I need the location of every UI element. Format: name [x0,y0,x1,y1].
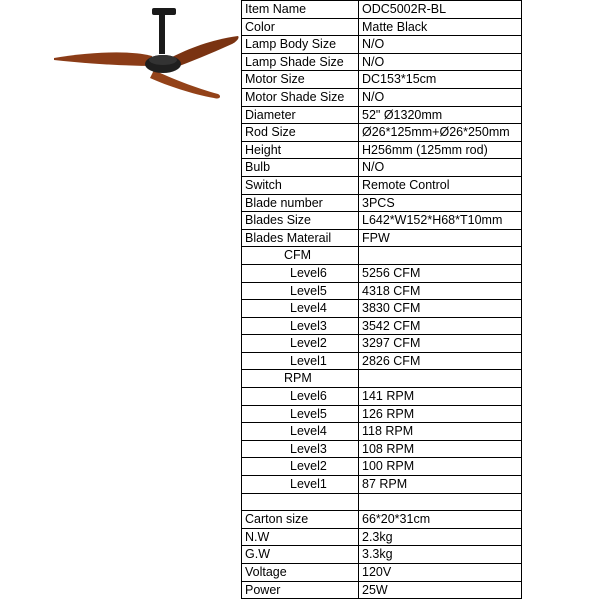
spec-key: Bulb [242,159,359,177]
spec-row [242,71,522,89]
spec-value: 87 RPM [359,476,522,494]
spec-key: Power [242,581,359,599]
spec-row [242,36,522,54]
downrod [159,14,165,54]
spec-value: 4318 CFM [359,282,522,300]
spec-key: Level1 [242,352,359,370]
spec-row [242,581,522,599]
spec-row [242,282,522,300]
spec-value: 3297 CFM [359,335,522,353]
spec-row [242,405,522,423]
spec-row [242,264,522,282]
spec-key: Level1 [242,476,359,494]
spec-value: 5256 CFM [359,264,522,282]
spec-row [242,229,522,247]
spec-key: Level2 [242,458,359,476]
spec-value: 66*20*31cm [359,511,522,529]
ceiling-fan-image [50,0,242,120]
spec-row [242,440,522,458]
spec-key: Level4 [242,423,359,441]
spec-row [242,317,522,335]
spec-value: 100 RPM [359,458,522,476]
spec-key: Lamp Body Size [242,36,359,54]
spec-row [242,18,522,36]
spec-row [242,352,522,370]
spec-key: Voltage [242,564,359,582]
spec-key: Level6 [242,388,359,406]
spec-key: Level3 [242,317,359,335]
motor-top [149,55,177,65]
spec-row [242,124,522,142]
spec-key: N.W [242,528,359,546]
spec-key: Level5 [242,282,359,300]
spec-key: Blades Size [242,212,359,230]
spec-key: Level6 [242,264,359,282]
spec-key: Level2 [242,335,359,353]
spec-row [242,528,522,546]
spec-value: Remote Control [359,176,522,194]
canopy [152,8,176,15]
spec-value: 2.3kg [359,528,522,546]
spec-row [242,423,522,441]
spec-key: Rod Size [242,124,359,142]
spec-value: 118 RPM [359,423,522,441]
spec-row [242,546,522,564]
spec-key: G.W [242,546,359,564]
spec-key: Blade number [242,194,359,212]
spec-value: 3.3kg [359,546,522,564]
spec-key: Level5 [242,405,359,423]
spec-row [242,300,522,318]
spec-key: Motor Size [242,71,359,89]
spec-key: Height [242,141,359,159]
spec-key: Color [242,18,359,36]
spec-row [242,370,522,388]
spec-value: 3PCS [359,194,522,212]
spec-value: 120V [359,564,522,582]
spec-value: FPW [359,229,522,247]
spec-row [242,194,522,212]
blade-front [150,70,220,99]
spec-key: Item Name [242,1,359,19]
spec-row [242,564,522,582]
spec-row [242,212,522,230]
spec-value [359,370,522,388]
spec-row [242,388,522,406]
spec-value: 141 RPM [359,388,522,406]
spec-row [242,1,522,19]
spec-key: Blades Materail [242,229,359,247]
spec-value: 25W [359,581,522,599]
spec-row [242,106,522,124]
spec-key: Carton size [242,511,359,529]
spec-value: 52" Ø1320mm [359,106,522,124]
spec-key: Level3 [242,440,359,458]
spec-value: N/O [359,36,522,54]
spec-key: Motor Shade Size [242,88,359,106]
spec-row [242,458,522,476]
spec-value [359,247,522,265]
spec-row [242,247,522,265]
blade-left [54,52,154,66]
spec-value: H256mm (125mm rod) [359,141,522,159]
spec-row [242,159,522,177]
spec-row [242,476,522,494]
spec-row [242,88,522,106]
spec-key: RPM [242,370,359,388]
spec-value: L642*W152*H68*T10mm [359,212,522,230]
spec-key: Diameter [242,106,359,124]
spec-value: DC153*15cm [359,71,522,89]
spec-value: 3542 CFM [359,317,522,335]
spec-row [242,53,522,71]
spec-table [241,0,522,599]
spec-value: 2826 CFM [359,352,522,370]
spec-value: 108 RPM [359,440,522,458]
spec-value: N/O [359,88,522,106]
spec-value: Matte Black [359,18,522,36]
spec-key: Switch [242,176,359,194]
spec-key: CFM [242,247,359,265]
spec-value [359,493,522,511]
spec-value: N/O [359,53,522,71]
spec-value: ODC5002R-BL [359,1,522,19]
spec-row [242,493,522,511]
spec-value: 3830 CFM [359,300,522,318]
spec-row [242,141,522,159]
spec-value: N/O [359,159,522,177]
spec-value: Ø26*125mm+Ø26*250mm [359,124,522,142]
spec-key [242,493,359,511]
spec-row [242,511,522,529]
spec-key: Level4 [242,300,359,318]
spec-row [242,335,522,353]
spec-row [242,176,522,194]
spec-value: 126 RPM [359,405,522,423]
spec-key: Lamp Shade Size [242,53,359,71]
